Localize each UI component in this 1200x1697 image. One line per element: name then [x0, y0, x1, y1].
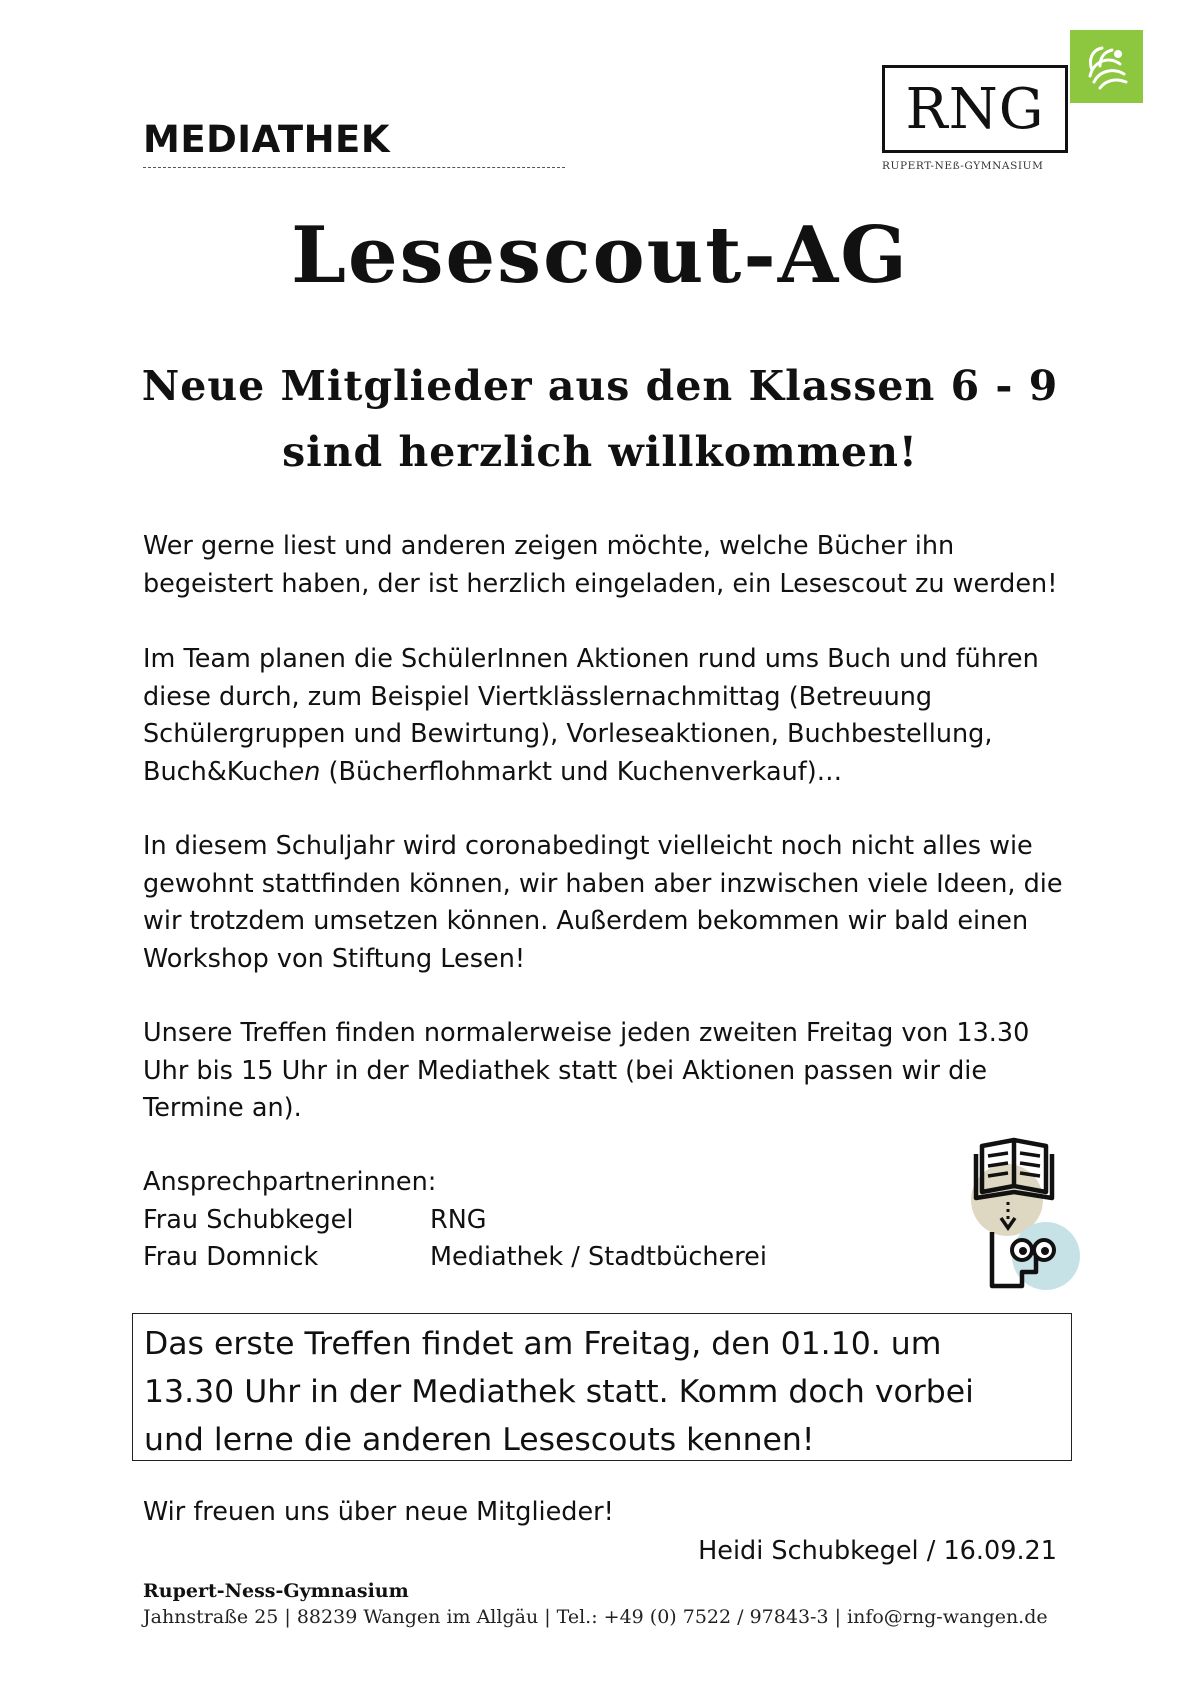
- text-fragment: (Bücherflohmarkt und Kuchenverkauf)…: [320, 756, 843, 787]
- contacts-section: [143, 1164, 767, 1277]
- text-line: Uhr bis 15 Uhr in der Mediathek statt (bei Aktionen passen wir die: [143, 1055, 988, 1086]
- subtitle-line-1: Neue Mitglieder aus den Klassen 6 - 9: [141, 362, 1059, 410]
- meetings-paragraph: [143, 1015, 1073, 1128]
- text-line: Unsere Treffen finden normalerweise jeden zweiten Freitag von 13.30: [143, 1018, 1030, 1048]
- text-line: In diesem Schuljahr wird coronabedingt vielleicht noch nicht alles wie: [143, 831, 1033, 861]
- text-line: Workshop von Stiftung Lesen!: [143, 943, 526, 974]
- text-line: Wer gerne liest und anderen zeigen möchte, welche Bücher ihn: [143, 531, 955, 561]
- school-logo: RNG: [882, 65, 1068, 153]
- subtitle-line-2: sind herzlich willkommen!: [282, 428, 918, 476]
- intro-paragraph: [143, 528, 1073, 603]
- text-line: gewohnt stattfinden können, wir haben aber inzwischen viele Ideen, die: [143, 868, 1063, 899]
- page-title: Lesescout-AG: [291, 210, 909, 301]
- text-line: diese durch, zum Beispiel Viertklässlernachmittag (Betreuung: [143, 681, 933, 712]
- notice-line: und lerne die anderen Lesescouts kennen!: [144, 1422, 815, 1458]
- footer-school-name: Rupert-Ness-Gymnasium: [143, 1580, 409, 1602]
- text-line: [143, 754, 1073, 792]
- contact-name: Frau Domnick: [143, 1242, 319, 1272]
- text-line: begeistert haben, der ist herzlich eingeladen, ein Lesescout zu werden!: [143, 568, 1058, 599]
- contact-row: [143, 1239, 767, 1277]
- notice-line: 13.30 Uhr in der Mediathek statt. Komm doch vorbei: [144, 1374, 974, 1410]
- school-logo-subtitle: RUPERT-NEß-GYMNASIUM: [882, 160, 1044, 172]
- emblem-graphic: [1070, 30, 1143, 103]
- signature: Heidi Schubkegel / 16.09.21: [698, 1536, 1057, 1566]
- first-meeting-notice: [132, 1313, 1072, 1461]
- notice-line: Das erste Treffen findet am Freitag, den 01.10. um: [144, 1326, 942, 1362]
- contact-name: Frau Schubkegel: [143, 1204, 354, 1235]
- contact-role: RNG: [430, 1204, 487, 1235]
- closing-text: Wir freuen uns über neue Mitglieder!: [143, 1497, 614, 1527]
- text-line: Termine an).: [143, 1093, 302, 1123]
- text-line: wir trotzdem umsetzen können. Außerdem bekommen wir bald einen: [143, 906, 1029, 936]
- activities-paragraph: [143, 641, 1073, 791]
- contact-role: Mediathek / Stadtbücherei: [430, 1242, 767, 1272]
- header-divider: [143, 167, 565, 168]
- reading-icon-graphic: [970, 1122, 1080, 1292]
- text-fragment: Buch&Kuch: [143, 756, 289, 787]
- section-title: MEDIATHEK: [143, 118, 390, 161]
- reading-person-icon: [970, 1122, 1080, 1292]
- school-emblem-icon: [1070, 30, 1143, 103]
- contact-row: [143, 1202, 767, 1240]
- text-line: Im Team planen die SchülerInnen Aktionen rund ums Buch und führen: [143, 644, 1039, 674]
- text-line: Schülergruppen und Bewirtung), Vorleseaktionen, Buchbestellung,: [143, 719, 993, 749]
- footer-address: Jahnstraße 25 | 88239 Wangen im Allgäu | Tel.: +49 (0) 7522 / 97843-3 | info@rng-wangen.de: [143, 1606, 1048, 1628]
- italic-fragment: en: [288, 756, 321, 787]
- contacts-heading: Ansprechpartnerinnen:: [143, 1167, 437, 1197]
- corona-paragraph: [143, 828, 1073, 978]
